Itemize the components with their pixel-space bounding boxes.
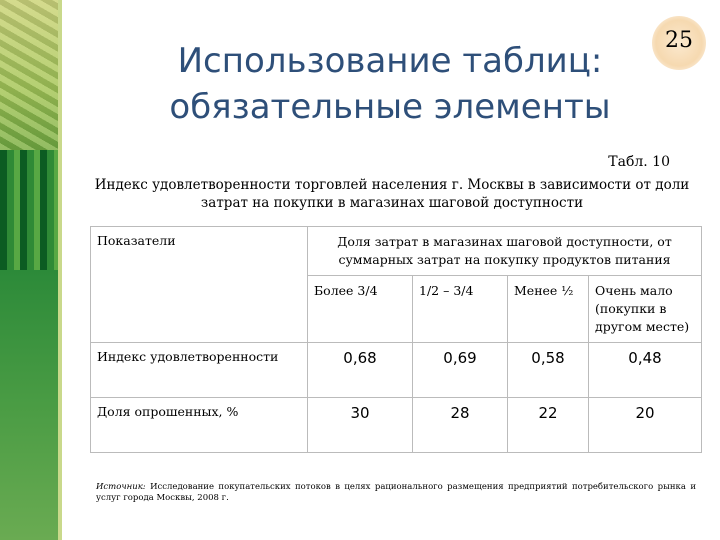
subheader-cell: Очень мало (покупки в другом месте) [589,276,702,343]
header-indicators: Показатели [91,227,308,343]
table-cell: 28 [413,398,508,453]
data-table [90,226,702,453]
table-number: Табл. 10 [608,154,670,170]
source-note [96,482,696,504]
table-cell: 22 [508,398,589,453]
row-label: Индекс удовлетворенности [91,343,308,398]
slide-title [120,38,660,130]
decorative-side-strip [0,0,62,540]
row-label: Доля опрошенных, % [91,398,308,453]
subheader-cell: 1/2 – 3/4 [413,276,508,343]
table-header-row [91,227,702,276]
slide-title-line2: обязательные элементы [169,87,611,127]
table-caption: Индекс удовлетворенности торговлей населения г. Москвы в зависимости от доли затрат на покупки в магазинах шаговой доступности [94,177,690,211]
page-number-badge [652,16,706,70]
slide-title-line1: Использование таблиц: [177,41,603,81]
table-cell: 20 [589,398,702,453]
source-text: Исследование покупательских потоков в целях рационального размещения предприятий потребительского рынка и услуг города Москвы, 2008 г. [96,482,696,503]
page-number: 25 [665,28,693,53]
table-cell: 0,48 [589,343,702,398]
subheader-cell: Менее ½ [508,276,589,343]
source-label: Источник: [96,482,146,492]
subheader-cell: Более 3/4 [308,276,413,343]
table-row [91,398,702,453]
table-cell: 0,58 [508,343,589,398]
table-cell: 0,69 [413,343,508,398]
table-row [91,343,702,398]
table-cell: 0,68 [308,343,413,398]
table-cell: 30 [308,398,413,453]
header-group: Доля затрат в магазинах шаговой доступности, от суммарных затрат на покупку продуктов питания [308,227,702,276]
